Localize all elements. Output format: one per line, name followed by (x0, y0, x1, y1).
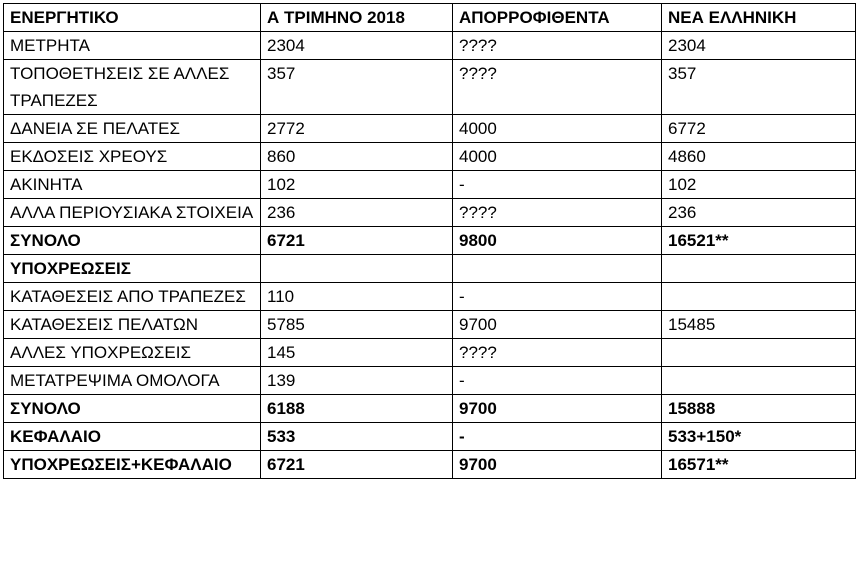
cell-q1-2018: 6188 (261, 395, 453, 423)
cell-new-hellenic: 6772 (662, 115, 856, 143)
table-row (4, 143, 856, 171)
cell-new-hellenic: 102 (662, 171, 856, 199)
cell-q1-2018: 139 (261, 367, 453, 395)
cell-new-hellenic: 15888 (662, 395, 856, 423)
cell-absorbed: 9800 (453, 227, 662, 255)
table-row (4, 115, 856, 143)
table-row (4, 171, 856, 199)
cell-q1-2018: 2772 (261, 115, 453, 143)
row-label: ΤΟΠΟΘΕΤΗΣΕΙΣ ΣΕ ΑΛΛΕΣ ΤΡΑΠΕΖΕΣ (4, 60, 261, 115)
header-cell: ΑΠΟΡΡΟΦΙΘΕΝΤΑ (453, 4, 662, 32)
cell-new-hellenic: 4860 (662, 143, 856, 171)
balance-sheet-table (3, 3, 856, 479)
header-row (4, 4, 856, 32)
table-row (4, 60, 856, 115)
cell-q1-2018: 357 (261, 60, 453, 115)
cell-q1-2018: 5785 (261, 311, 453, 339)
table-row (4, 367, 856, 395)
cell-new-hellenic: 236 (662, 199, 856, 227)
row-label: ΚΕΦΑΛΑΙΟ (4, 423, 261, 451)
row-label: ΚΑΤΑΘΕΣΕΙΣ ΠΕΛΑΤΩΝ (4, 311, 261, 339)
row-label: ΑΚΙΝΗΤΑ (4, 171, 261, 199)
cell-new-hellenic (662, 339, 856, 367)
cell-new-hellenic: 16521** (662, 227, 856, 255)
cell-q1-2018 (261, 255, 453, 283)
cell-q1-2018: 533 (261, 423, 453, 451)
row-label: ΑΛΛΑ ΠΕΡΙΟΥΣΙΑΚΑ ΣΤΟΙΧΕΙΑ (4, 199, 261, 227)
cell-new-hellenic: 357 (662, 60, 856, 115)
row-label: ΕΚΔΟΣΕΙΣ ΧΡΕΟΥΣ (4, 143, 261, 171)
capital-row (4, 423, 856, 451)
section-header-row (4, 255, 856, 283)
cell-absorbed: - (453, 367, 662, 395)
table-row (4, 32, 856, 60)
header-cell: ΝΕΑ ΕΛΛΗΝΙΚΗ (662, 4, 856, 32)
cell-new-hellenic: 16571** (662, 451, 856, 479)
cell-new-hellenic (662, 283, 856, 311)
cell-absorbed: 9700 (453, 395, 662, 423)
cell-absorbed: 9700 (453, 451, 662, 479)
table-row (4, 311, 856, 339)
cell-absorbed: 4000 (453, 143, 662, 171)
cell-q1-2018: 145 (261, 339, 453, 367)
grand-total-row (4, 451, 856, 479)
header-cell: ΕΝΕΡΓΗΤΙΚΟ (4, 4, 261, 32)
cell-q1-2018: 236 (261, 199, 453, 227)
row-label: ΑΛΛΕΣ ΥΠΟΧΡΕΩΣΕΙΣ (4, 339, 261, 367)
cell-absorbed: - (453, 171, 662, 199)
cell-absorbed (453, 255, 662, 283)
cell-absorbed: ???? (453, 339, 662, 367)
cell-absorbed: - (453, 423, 662, 451)
cell-new-hellenic: 533+150* (662, 423, 856, 451)
row-label: ΔΑΝΕΙΑ ΣΕ ΠΕΛΑΤΕΣ (4, 115, 261, 143)
cell-absorbed: ???? (453, 60, 662, 115)
cell-absorbed: ???? (453, 199, 662, 227)
cell-q1-2018: 110 (261, 283, 453, 311)
cell-q1-2018: 860 (261, 143, 453, 171)
table-row (4, 199, 856, 227)
total-row-assets (4, 227, 856, 255)
cell-q1-2018: 102 (261, 171, 453, 199)
row-label: ΥΠΟΧΡΕΩΣΕΙΣ+ΚΕΦΑΛΑΙΟ (4, 451, 261, 479)
cell-absorbed: - (453, 283, 662, 311)
cell-new-hellenic: 2304 (662, 32, 856, 60)
row-label: ΚΑΤΑΘΕΣΕΙΣ ΑΠΟ ΤΡΑΠΕΖΕΣ (4, 283, 261, 311)
row-label: ΜΕΤΑΤΡΕΨΙΜΑ ΟΜΟΛΟΓΑ (4, 367, 261, 395)
table-row (4, 339, 856, 367)
cell-absorbed: 9700 (453, 311, 662, 339)
row-label: ΣΥΝΟΛΟ (4, 395, 261, 423)
row-label: ΜΕΤΡΗΤΑ (4, 32, 261, 60)
cell-new-hellenic (662, 367, 856, 395)
cell-absorbed: 4000 (453, 115, 662, 143)
header-cell: Α ΤΡΙΜΗΝΟ 2018 (261, 4, 453, 32)
cell-q1-2018: 2304 (261, 32, 453, 60)
row-label: ΥΠΟΧΡΕΩΣΕΙΣ (4, 255, 261, 283)
cell-q1-2018: 6721 (261, 227, 453, 255)
total-row-liabilities (4, 395, 856, 423)
cell-new-hellenic: 15485 (662, 311, 856, 339)
row-label: ΣΥΝΟΛΟ (4, 227, 261, 255)
table-row (4, 283, 856, 311)
cell-new-hellenic (662, 255, 856, 283)
cell-q1-2018: 6721 (261, 451, 453, 479)
cell-absorbed: ???? (453, 32, 662, 60)
